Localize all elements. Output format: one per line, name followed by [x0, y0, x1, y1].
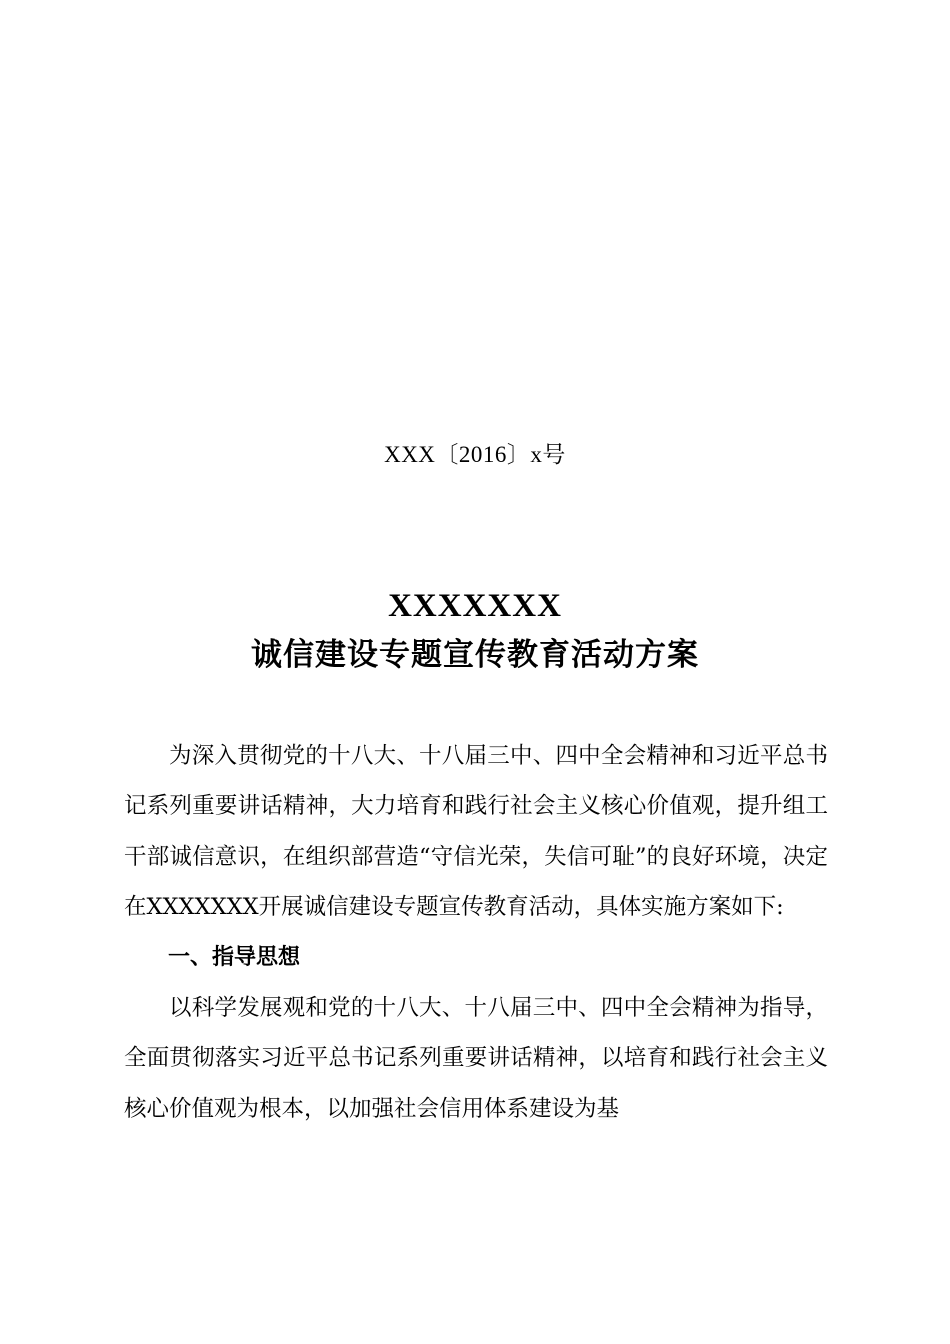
document-title: [0, 582, 950, 680]
title-organization: XXXXXXX: [388, 588, 562, 624]
guiding-ideology-paragraph: 以科学发展观和党的十八大、十八届三中、四中全会精神为指导，全面贯彻落实习近平总书记系列重要讲话精神，以培育和践行社会主义核心价值观为根本，以加强社会信用体系建设为基: [124, 995, 828, 1122]
intro-paragraph: 为深入贯彻党的十八大、十八届三中、四中全会精神和习近平总书记系列重要讲话精神，大力培育和践行社会主义核心价值观，提升组工干部诚信意识，在组织部营造“守信光荣，失信可耻”的良好环境，决定在XXXXXXX开展诚信建设专题宣传教育活动，具体实施方案如下:: [124, 743, 828, 921]
document-body: [124, 731, 828, 1134]
section-heading-guiding-ideology: 一、指导思想: [168, 944, 301, 970]
document-number: XXX〔2016〕x号: [384, 442, 566, 467]
title-subject: 诚信建设专题宣传教育活动方案: [251, 637, 699, 673]
